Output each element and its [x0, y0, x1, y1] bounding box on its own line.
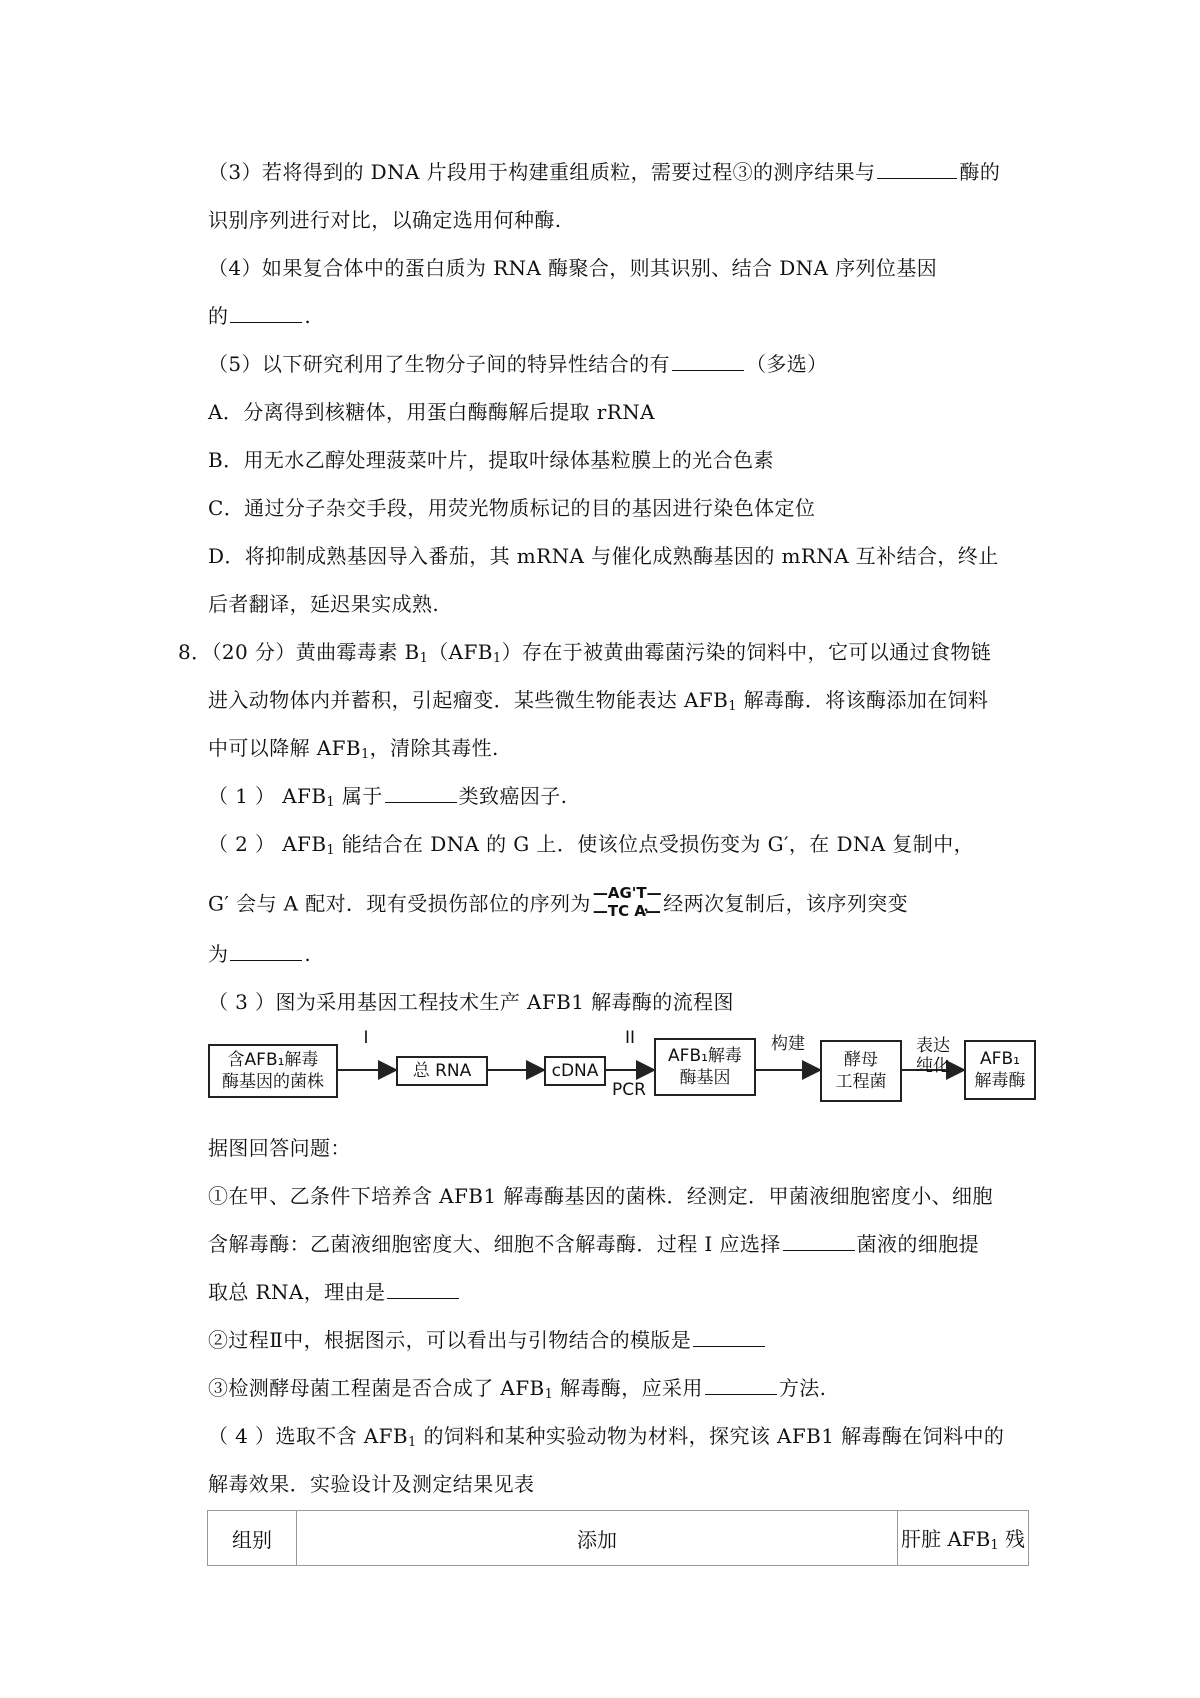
flow-box-yeast: 酵母 工程菌 — [820, 1040, 902, 1102]
answer-blank[interactable] — [385, 782, 457, 803]
answer-blank[interactable] — [672, 350, 744, 371]
table-header-group: 组别 — [208, 1511, 297, 1566]
flow-box-enzyme: AFB₁ 解毒酶 — [964, 1040, 1036, 1100]
q8-sub4-line1: （ 4 ）选取不含 $AFB_1$ 的饲料和某种实验动物为材料，探究该 AFB1 解毒酶在饲料中的 — [208, 1424, 1005, 1450]
option-d-line2: 后者翻译，延迟果实成熟. — [208, 592, 440, 616]
flow-label-process1: I — [363, 1028, 369, 1048]
q8-line2: 进入动物体内并蓄积，引起瘤变．某些微生物能表达 $AFB_1$ 解毒酶．将该酶添加在饲料 — [208, 688, 989, 714]
flow-label-construct: 构建 — [771, 1034, 805, 1054]
answer-blank[interactable] — [230, 940, 302, 961]
option-d-line1: D．将抑制成熟基因导入番茄，其 mRNA 与催化成熟酶基因的 mRNA 互补结合，终止 — [208, 544, 999, 568]
answer-blank[interactable] — [230, 302, 302, 323]
q7-part3-line1: （3）若将得到的 DNA 片段用于构建重组质粒，需要过程③的测序结果与 酶的 — [208, 160, 1001, 184]
q7-part4-line2: 的 . — [208, 304, 312, 328]
damaged-sequence: —AG'T— —TC A— — [592, 884, 662, 920]
q8-c1-line2: 含解毒酶：乙菌液细胞密度大、细胞不含解毒酶．过程 I 应选择 菌液的细胞提 — [208, 1232, 980, 1256]
option-a: A．分离得到核糖体，用蛋白酶酶解后提取 rRNA — [208, 400, 655, 424]
q8-sub2-line3: 为 . — [208, 942, 312, 966]
ask-line: 据图回答问题： — [208, 1136, 351, 1160]
q8-sub1: （ 1 ） $AFB_1$ 属于 类致癌因子. — [208, 784, 568, 810]
q8-c1-line1: ①在甲、乙条件下培养含 AFB1 解毒酶基因的菌株．经测定．甲菌液细胞密度小、细胞 — [208, 1184, 993, 1208]
answer-blank[interactable] — [783, 1230, 855, 1251]
flow-box-cdna: cDNA — [544, 1056, 606, 1086]
q8-sub3: （ 3 ）图为采用基因工程技术生产 AFB1 解毒酶的流程图 — [208, 990, 734, 1014]
flow-box-strain: 含AFB₁解毒 酶基因的菌株 — [208, 1044, 338, 1098]
q7-part5: （5）以下研究利用了生物分子间的特异性结合的有 （多选） — [208, 352, 828, 376]
q7-part3-line2: 识别序列进行对比，以确定选用何种酶. — [208, 208, 562, 232]
q8-c2: ②过程Ⅱ中，根据图示，可以看出与引物结合的模版是 — [208, 1326, 767, 1354]
q8-line3: 中可以降解 $AFB_1$，清除其毒性. — [208, 736, 499, 762]
flow-label-process2: II — [624, 1028, 636, 1048]
results-table — [207, 1510, 1029, 1566]
q8-sub2-line2: G′ 会与 A 配对．现有受损伤部位的序列为 —AG'T— —TC A— ，经两次复制后，该序列突变 — [208, 886, 908, 924]
answer-blank[interactable] — [693, 1326, 765, 1347]
table-header-row — [208, 1511, 1029, 1566]
q8-sub2-line1: （ 2 ） $AFB_1$ 能结合在 DNA 的 G 上．使该位点受损伤变为 G′，在 DNA 复制中， — [208, 832, 975, 858]
q8-sub4-line2: 解毒效果．实验设计及测定结果见表 — [208, 1472, 535, 1496]
answer-blank[interactable] — [387, 1278, 459, 1299]
q7-part4-line1: （4）如果复合体中的蛋白质为 RNA 酶聚合，则其识别、结合 DNA 序列位基因 — [208, 256, 938, 280]
option-b: B．用无水乙醇处理菠菜叶片，提取叶绿体基粒膜上的光合色素 — [208, 448, 774, 472]
q8-line1: 8．（20 分）黄曲霉毒素 $B_1(AFB_1)$存在于被黄曲霉菌污染的饲料中，它可以通过食物链 — [178, 640, 992, 666]
flow-label-express: 表达 纯化 — [916, 1036, 950, 1076]
answer-blank[interactable] — [705, 1374, 777, 1395]
answer-blank[interactable] — [877, 158, 957, 179]
flow-box-gene: AFB₁解毒 酶基因 — [654, 1038, 756, 1096]
option-c: C．通过分子杂交手段，用荧光物质标记的目的基因进行染色体定位 — [208, 496, 816, 520]
q8-c1-line3: 取总 RNA，理由是 — [208, 1278, 461, 1306]
flow-label-pcr: PCR — [612, 1080, 646, 1100]
flowchart — [208, 1028, 1036, 1108]
q8-c3: ③检测酵母菌工程菌是否合成了 $AFB_1$ 解毒酶，应采用 方法. — [208, 1376, 827, 1402]
table-header-residue: 肝脏 $AFB_1$ 残 — [898, 1511, 1029, 1566]
table-header-additive: 添加 — [297, 1511, 898, 1566]
flow-box-total-rna: 总 RNA — [396, 1056, 488, 1086]
